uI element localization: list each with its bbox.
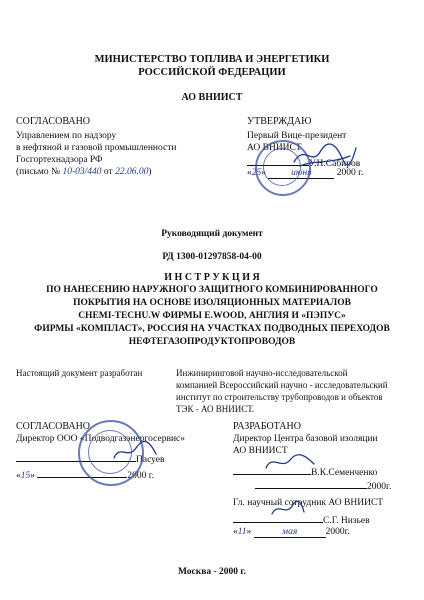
- letter-date: 22.06.00: [115, 167, 149, 177]
- doc-title-line: ПО НАНЕСЕНИЮ НАРУЖНОГО ЗАЩИТНОГО КОМБИНИРОВАННОГО: [46, 285, 378, 295]
- agreed-top-line1: Управлением по надзору: [16, 131, 117, 141]
- developed-name2: С.Г. Низьев: [323, 516, 370, 526]
- date-close-quote: »: [246, 527, 252, 537]
- date-close-quote: »: [30, 471, 35, 481]
- doc-title-line: ФИРМЫ «КОМПЛАСТ», РОССИЯ НА УЧАСТКАХ ПОДВОДНЫХ ПЕРЕХОДОВ: [34, 324, 390, 334]
- agreed-top-heading: СОГЛАСОВАНО: [16, 116, 91, 127]
- developed-month: мая: [254, 527, 326, 538]
- agreed-bottom-name: Пасуев: [136, 455, 165, 465]
- doc-title-word: И Н С Т Р У К Ц И Я: [164, 272, 260, 283]
- date-close-quote: »: [261, 168, 266, 178]
- developed-line1: Директор Центра базовой изоляции: [233, 434, 378, 444]
- developed-year1: 2000г.: [367, 482, 392, 492]
- agreed-bottom-line1: Директор ООО «Подводгазэнергосервис»: [16, 434, 186, 444]
- agreed-top-letter: [16, 167, 151, 177]
- approved-signature: [290, 140, 360, 170]
- agreed-bottom-heading: СОГЛАСОВАНО: [16, 421, 91, 432]
- developed-heading: РАЗРАБОТАНО: [233, 421, 301, 432]
- approved-position: Первый Вице-президент: [247, 131, 347, 141]
- developed-name1: В.К.Семенченко: [311, 468, 378, 478]
- agreed-bottom-day: 15: [20, 471, 31, 481]
- developed-org: АО ВНИИСТ: [233, 446, 288, 456]
- developer-line: ТЭК - АО ВНИИСТ.: [176, 404, 255, 414]
- date-open-quote: «: [247, 168, 252, 178]
- developed-line2: Гл. научный сотрудник АО ВНИИСТ: [233, 498, 384, 508]
- developer-line: компанией Всероссийский научно - исследовательский: [176, 380, 388, 390]
- approved-name: У.Н.Сабиров: [309, 159, 361, 169]
- developed-day: 11: [237, 527, 247, 537]
- approved-month: июня: [268, 168, 334, 179]
- date-underline: [255, 478, 367, 489]
- doc-title-line: CHEMI-TECHU.W ФИРМЫ E.WOOD, АНГЛИЯ И «ПЭПУС»: [78, 311, 346, 321]
- doc-title-line: НЕФТЕГАЗОПРОДУКТОПРОВОДОВ: [128, 337, 296, 347]
- approved-day: 25: [251, 168, 262, 178]
- header-org: АО ВНИИСТ: [181, 92, 243, 103]
- approved-org: АО ВНИИСТ: [247, 143, 302, 153]
- doc-title-line: ПОКРЫТИЯ НА ОСНОВЕ ИЗОЛЯЦИОННЫХ МАТЕРИАЛОВ: [73, 298, 351, 308]
- developed-date: [233, 527, 350, 538]
- doc-type: Руководящий документ: [161, 229, 263, 239]
- ministry-line1: МИНИСТЕРСТВО ТОПЛИВА И ЭНЕРГЕТИКИ: [94, 54, 330, 65]
- agreed-top-line3: Госгортехнадзора РФ: [16, 155, 103, 165]
- letter-from: от: [103, 167, 113, 177]
- date-open-quote: «: [233, 527, 238, 537]
- developer-line: институт по строительству трубопроводов и объектов: [176, 392, 383, 402]
- ministry-line2: РОССИЙСКОЙ ФЕДЕРАЦИИ: [138, 67, 286, 78]
- developed-year2: 2000г.: [325, 527, 350, 537]
- letter-suffix: ): [148, 167, 152, 177]
- city-year: Москва - 2000 г.: [177, 567, 247, 577]
- developer-label: Настоящий документ разработан: [16, 368, 143, 378]
- doc-code: РД 1300-01297858-04-00: [162, 252, 262, 262]
- agreed-top-line2: в нефтяной и газовой промышленности: [16, 143, 177, 153]
- date-open-quote: «: [16, 471, 21, 481]
- agreed-bottom-year: 2000 г.: [127, 471, 154, 481]
- approved-heading: УТВЕРЖДАЮ: [247, 116, 312, 127]
- approved-year: 2000 г.: [336, 168, 364, 178]
- developed-signature2-mark: [268, 498, 308, 520]
- developed-year1-line: [255, 478, 391, 492]
- agreed-bottom-signature: [110, 438, 160, 464]
- letter-number: 10-03/440: [62, 167, 102, 177]
- developed-signature1-mark: [262, 450, 318, 474]
- developer-line: Инжиниринговой научно-исследовательской: [176, 368, 348, 378]
- letter-prefix: (письмо №: [16, 167, 61, 177]
